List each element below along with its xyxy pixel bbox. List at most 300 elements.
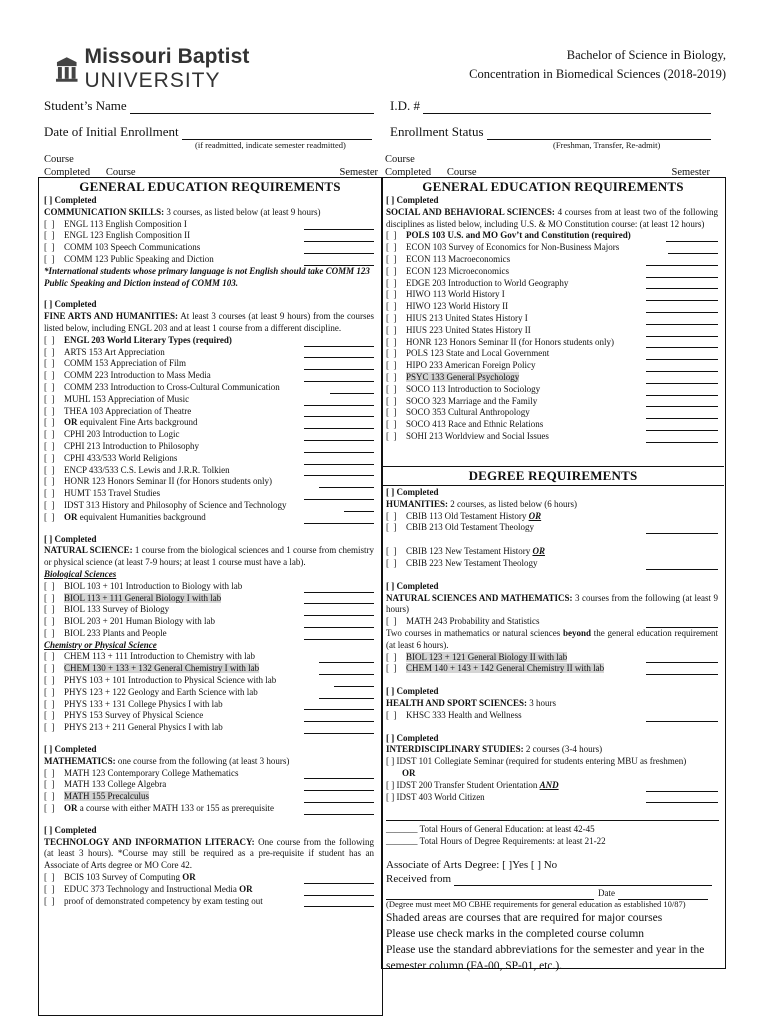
course-row (44, 394, 374, 406)
math-completed-checkbox[interactable]: [ ] Completed (44, 744, 97, 755)
semester-blank[interactable] (319, 653, 374, 663)
inter-heading: INTERDISCIPLINARY STUDIES: (386, 744, 524, 755)
course-row (44, 429, 374, 441)
logo-name-light: UNIVERSITY (84, 69, 221, 92)
semester-blank[interactable] (646, 409, 718, 419)
semester-blank[interactable] (646, 327, 718, 337)
checkbox[interactable]: [ ] (44, 242, 55, 253)
health-desc: 3 hours (526, 697, 556, 708)
left-column-headers (44, 153, 378, 179)
semester-blank[interactable] (646, 618, 718, 628)
semester-blank[interactable] (304, 396, 374, 406)
course-row (44, 441, 374, 453)
semester-blank[interactable] (666, 232, 718, 242)
semester-blank[interactable] (646, 524, 718, 534)
course-row (386, 616, 718, 628)
course-row (44, 488, 374, 500)
or-label: OR (64, 511, 78, 522)
natsci-desc: 1 course from the biological sciences and 1 course from chemistry or physical science (at least 7-9 hours; at least 1 course must have a lab). (44, 545, 374, 568)
tech-desc: One course from the following (at least 3 hours). *Course may still be required as a pre-requisite if student has an Associate of Arts degree or MO Core 42. (44, 836, 374, 871)
course-row (386, 419, 718, 431)
course-name: HIWO 113 World History I (406, 289, 505, 300)
course-row (386, 396, 718, 408)
course-row (386, 348, 718, 360)
course-row (44, 370, 374, 382)
semester-blank[interactable] (646, 315, 718, 325)
checkbox[interactable]: [ ] (44, 779, 55, 790)
humanities-completed-checkbox[interactable]: [ ] Completed (386, 487, 439, 497)
semester-blank[interactable] (646, 303, 718, 313)
course-name: ENGL 113 English Composition I (64, 218, 187, 229)
comm-completed-checkbox[interactable]: [ ] Completed (44, 195, 97, 205)
course-name: BIOL 203 + 201 Human Biology with lab (64, 616, 215, 627)
checkbox[interactable]: [ ] (44, 464, 55, 475)
or-label: OR (239, 883, 253, 894)
semester-blank[interactable] (304, 348, 374, 358)
course-name: SOCO 413 Race and Ethnic Relations (406, 419, 544, 430)
course-name: proof of demonstrated competency by exam testing out (64, 895, 263, 906)
semester-blank[interactable] (646, 421, 718, 431)
checkbox[interactable]: [ ] (386, 419, 397, 430)
course-row (44, 687, 374, 699)
semester-blank[interactable] (646, 268, 718, 278)
semester-blank[interactable] (334, 677, 374, 687)
course-row (44, 651, 374, 663)
course-name: PHYS 103 + 101 Introduction to Physical Science with lab (64, 675, 277, 686)
note-abbreviations: Please use the standard abbreviations for the semester and year in the semester column (FA-00, SP-01, etc.). (386, 944, 705, 972)
course-name: HIWO 123 World History II (406, 301, 509, 312)
course-row (386, 337, 718, 349)
course-name: EDGE 203 Introduction to World Geography (406, 277, 569, 288)
course-name-required: CHEM 140 + 143 + 142 General Chemistry II with lab (406, 663, 605, 674)
checkbox[interactable]: [ ] (386, 360, 397, 371)
course-name: THEA 103 Appreciation of Theatre (64, 405, 192, 416)
semester-blank[interactable] (304, 769, 374, 779)
course-row (386, 652, 718, 664)
checkbox[interactable]: [ ] (44, 405, 55, 416)
course-row (386, 792, 718, 804)
semester-blank[interactable] (304, 455, 374, 465)
note-shaded: Shaded areas are courses that are required for major courses (386, 912, 663, 924)
course-row (44, 803, 374, 815)
semester-blank[interactable] (330, 384, 374, 394)
student-name-label: Student’s Name (44, 98, 127, 113)
semester-blank[interactable] (304, 793, 374, 803)
course-name: ECON 123 Microeconomics (406, 265, 509, 276)
course-name: HUMT 153 Travel Studies (64, 488, 161, 499)
checkbox[interactable]: [ ] (44, 767, 55, 778)
semester-blank[interactable] (304, 466, 374, 476)
course-name: IDST 313 History and Philosophy of Science and Technology (64, 499, 287, 510)
semester-blank[interactable] (319, 689, 374, 699)
checkbox[interactable]: [ ] (386, 407, 397, 418)
social-heading: SOCIAL AND BEHAVIORAL SCIENCES: (386, 206, 555, 217)
student-name-input[interactable] (130, 101, 374, 114)
course-row (44, 476, 374, 488)
checkbox[interactable]: [ ] (386, 663, 397, 674)
semester-blank[interactable] (304, 700, 374, 710)
semester-blank[interactable] (668, 244, 718, 254)
checkbox[interactable]: [ ] (44, 651, 55, 662)
semester-blank[interactable] (304, 220, 374, 230)
id-label: I.D. # (390, 98, 420, 113)
social-completed-checkbox[interactable]: [ ] Completed (386, 195, 439, 205)
semester-blank[interactable] (646, 350, 718, 360)
course-row (386, 325, 718, 337)
checkbox[interactable]: [ ] (44, 334, 55, 345)
natsci-heading: NATURAL SCIENCE: (44, 545, 133, 556)
semester-blank[interactable] (304, 490, 374, 500)
semester-blank[interactable] (646, 386, 718, 396)
comm-desc: 3 courses, as listed below (at least 9 hours) (164, 206, 321, 217)
col-semester-label: Semester (339, 167, 378, 178)
natsci-completed-checkbox[interactable]: [ ] Completed (44, 533, 97, 544)
checkbox[interactable]: [ ] (44, 218, 55, 229)
id-input[interactable] (423, 101, 711, 114)
cbhe-note: (Degree must meet MO CBHE requirements for general education as established 10/87) (386, 899, 686, 909)
checkbox[interactable]: [ ] (386, 383, 397, 394)
checkbox[interactable]: [ ] (44, 429, 55, 440)
col-course-label: Course (44, 154, 74, 165)
course-name: MATH 243 Probability and Statistics (406, 616, 540, 627)
semester-blank[interactable] (646, 665, 718, 675)
semester-blank[interactable] (304, 874, 374, 884)
semester-blank[interactable] (646, 338, 718, 348)
semester-blank[interactable] (304, 337, 374, 347)
semester-blank[interactable] (304, 372, 374, 382)
course-row (44, 791, 374, 803)
checkbox[interactable]: [ ] (44, 452, 55, 463)
semester-blank[interactable] (304, 419, 374, 429)
semester-blank[interactable] (646, 374, 718, 384)
checkbox[interactable]: [ ] (44, 616, 55, 627)
semester-blank[interactable] (304, 781, 374, 791)
or-label: OR (64, 417, 78, 428)
nsm-beyond: beyond (563, 627, 592, 638)
course-row (44, 465, 374, 477)
checkbox[interactable]: [ ] (44, 499, 55, 510)
semester-blank[interactable] (304, 232, 374, 242)
course-row (44, 884, 374, 896)
course-name: MATH 123 Contemporary College Mathematics (64, 767, 239, 778)
course-name: CPHI 213 Introduction to Philosophy (64, 440, 200, 451)
logo-name-bold: Missouri Baptist (84, 45, 250, 68)
left-column (44, 195, 374, 907)
received-from-input[interactable] (454, 875, 712, 886)
semester-blank[interactable] (304, 606, 374, 616)
semester-blank[interactable] (304, 244, 374, 254)
course-name: CPHI 433/533 World Religions (64, 452, 178, 463)
semester-blank[interactable] (646, 256, 718, 266)
checkbox[interactable]: [ ] (386, 265, 397, 276)
checkbox[interactable]: [ ] (386, 522, 397, 533)
course-row (386, 372, 718, 384)
course-name: equivalent Fine Arts background (79, 417, 198, 428)
course-row (386, 313, 718, 325)
course-name: a course with either MATH 133 or 155 as prerequisite (79, 803, 274, 814)
course-name: CPHI 203 Introduction to Logic (64, 429, 180, 440)
enrollment-status-input[interactable] (487, 127, 711, 140)
course-row (386, 407, 718, 419)
chem-subheading: Chemistry or Physical Science (44, 639, 157, 650)
checkbox[interactable]: [ ] (44, 417, 55, 428)
semester-blank[interactable] (646, 793, 718, 803)
checkbox[interactable]: [ ] (386, 616, 397, 627)
checkbox[interactable]: [ ] (44, 253, 55, 264)
checkbox[interactable]: [ ] (386, 301, 397, 312)
course-row (44, 254, 374, 266)
checkbox[interactable]: [ ] (386, 324, 397, 335)
semester-blank[interactable] (646, 291, 718, 301)
checkbox[interactable]: [ ] (386, 371, 397, 382)
course-name: PHYS 133 + 131 College Physics I with lab (64, 698, 223, 709)
course-name: EDUC 373 Technology and Instructional Media (64, 883, 237, 894)
course-name: CBIB 223 New Testament Theology (406, 557, 538, 568)
humanities-desc: 2 courses, as listed below (6 hours) (448, 498, 577, 509)
semester-blank[interactable] (304, 583, 374, 593)
checkbox[interactable]: [ ] (44, 895, 55, 906)
semester-blank[interactable] (646, 279, 718, 289)
semester-blank[interactable] (319, 478, 374, 488)
checkbox[interactable]: [ ] (44, 230, 55, 241)
degree-total[interactable]: _______ Total Hours of Degree Requirements: at least 21-22 (386, 835, 606, 846)
course-name: ENCP 433/533 C.S. Lewis and J.R.R. Tolkien (64, 464, 230, 475)
semester-blank[interactable] (646, 560, 718, 570)
semester-blank[interactable] (646, 433, 718, 443)
date-label: Date (598, 888, 615, 898)
tech-heading: TECHNOLOGY AND INFORMATION LITERACY: (44, 836, 255, 847)
semester-blank[interactable] (646, 653, 718, 663)
program-title (469, 46, 726, 84)
checkbox[interactable]: [ ] (44, 358, 55, 369)
checkbox[interactable]: [ ] (386, 510, 397, 521)
semester-blank[interactable] (304, 431, 374, 441)
checkbox[interactable]: [ ] (386, 546, 397, 557)
program-line-2: Concentration in Biomedical Sciences (2018-2019) (469, 67, 726, 81)
course-name: SOCO 353 Cultural Anthropology (406, 407, 530, 418)
semester-blank[interactable] (304, 897, 374, 907)
course-row (386, 254, 718, 266)
semester-blank[interactable] (344, 502, 374, 512)
checkbox[interactable]: [ ] (386, 312, 397, 323)
associate-section (386, 858, 718, 900)
checkbox[interactable]: [ ] (44, 663, 55, 674)
nsm-heading: NATURAL SCIENCES AND MATHEMATICS: (386, 592, 573, 603)
semester-blank[interactable] (304, 618, 374, 628)
checkbox[interactable]: [ ] (386, 395, 397, 406)
checkbox[interactable]: [ ] (386, 336, 397, 347)
course-row (44, 382, 374, 394)
checkbox[interactable]: [ ] (44, 346, 55, 357)
received-from-label: Received from (386, 873, 452, 885)
degree-section-title: DEGREE REQUIREMENTS (468, 468, 638, 483)
course-name: SOCO 323 Marriage and the Family (406, 395, 538, 406)
degree-column (386, 487, 718, 803)
course-row (44, 417, 374, 429)
course-name: MATH 133 College Algebra (64, 779, 167, 790)
health-heading: HEALTH AND SPORT SCIENCES: (386, 697, 527, 708)
course-name: ECON 103 Survey of Economics for Non-Business Majors (406, 242, 620, 253)
col-completed-label: Completed (44, 167, 91, 178)
course-name-required: CHEM 130 + 133 + 132 General Chemistry I with lab (64, 663, 260, 674)
course-row (44, 347, 374, 359)
notes (386, 910, 720, 974)
course-name: COMM 123 Public Speaking and Diction (64, 253, 214, 264)
enrollment-date-input[interactable] (182, 127, 372, 140)
checkbox[interactable]: [ ] (44, 803, 55, 814)
course-name: HIUS 213 United States History I (406, 312, 528, 323)
enrollment-status-note: (Freshman, Transfer, Re-admit) (553, 140, 661, 150)
course-row (44, 500, 374, 512)
checkbox[interactable]: [ ] (386, 651, 397, 662)
checkbox[interactable]: [ ] (386, 709, 397, 720)
semester-blank[interactable] (646, 712, 718, 722)
fine-desc: At least 3 courses (at least 9 hours) from the courses listed below, including ENGL 203 and at least 1 course from a different discipline. (44, 311, 374, 333)
totals (386, 824, 718, 848)
inter-course-3[interactable]: [ ] IDST 403 World Citizen (386, 791, 485, 802)
semester-blank[interactable] (304, 724, 374, 734)
semester-blank[interactable] (304, 712, 374, 722)
course-name: CBIB 123 New Testament History (406, 546, 531, 557)
semester-blank[interactable] (646, 362, 718, 372)
semester-blank[interactable] (304, 594, 374, 604)
university-logo (55, 45, 385, 92)
fine-completed-checkbox[interactable]: [ ] Completed (44, 299, 97, 310)
inter-course-1[interactable]: [ ] IDST 101 Collegiate Seminar (required for students entering MBU as freshmen) (386, 756, 687, 767)
course-name: PHYS 153 Survey of Physical Science (64, 710, 204, 721)
checkbox[interactable]: [ ] (44, 686, 55, 697)
checkbox[interactable]: [ ] (44, 675, 55, 686)
course-row (44, 512, 374, 524)
course-row (44, 779, 374, 791)
nsm-desc: 3 courses from the following (at least 9 hours) (386, 592, 718, 615)
inter-completed-checkbox[interactable]: [ ] Completed (386, 732, 439, 743)
semester-blank[interactable] (304, 256, 374, 266)
and-label: AND (539, 779, 559, 790)
course-name-required: MATH 155 Precalculus (64, 791, 149, 802)
course-name-required: PSYC 133 General Psychology (406, 371, 520, 382)
course-row (386, 546, 718, 558)
course-row (44, 722, 374, 734)
health-completed-checkbox[interactable]: [ ] Completed (386, 686, 439, 697)
checkbox[interactable]: [ ] (44, 393, 55, 404)
checkbox[interactable]: [ ] (386, 253, 397, 264)
course-name: HIUS 223 United States History II (406, 324, 531, 335)
or-label: OR (532, 546, 545, 557)
course-row (44, 663, 374, 675)
enrollment-date-label: Date of Initial Enrollment (44, 124, 179, 139)
checkbox[interactable]: [ ] (44, 370, 55, 381)
semester-blank[interactable] (304, 443, 374, 453)
nsm-completed-checkbox[interactable]: [ ] Completed (386, 580, 439, 591)
or-label: OR (182, 872, 196, 883)
checkbox[interactable]: [ ] (44, 440, 55, 451)
course-name-required: BIOL 123 + 121 General Biology II with lab (406, 651, 568, 662)
semester-blank[interactable] (304, 805, 374, 815)
semester-blank[interactable] (304, 514, 374, 524)
course-name: ENGL 123 English Composition II (64, 230, 191, 241)
inter-course-2[interactable]: [ ] IDST 200 Transfer Student Orientation (386, 779, 540, 790)
checkbox[interactable]: [ ] (44, 698, 55, 709)
bio-subheading: Biological Sciences (44, 568, 117, 579)
course-row (44, 872, 374, 884)
checkbox[interactable]: [ ] (44, 722, 55, 733)
semester-blank[interactable] (304, 407, 374, 417)
semester-blank[interactable] (304, 360, 374, 370)
course-name: PHYS 123 + 122 Geology and Earth Science with lab (64, 686, 258, 697)
course-row (44, 358, 374, 370)
enrollment-date-note: (if readmitted, indicate semester readmitted) (195, 140, 346, 150)
course-name: BIOL 233 Plants and People (64, 627, 167, 638)
course-name: BCIS 103 Survey of Computing (64, 872, 181, 883)
course-row (386, 301, 718, 313)
left-section-title: GENERAL EDUCATION REQUIREMENTS (79, 179, 341, 194)
semester-blank[interactable] (304, 886, 374, 896)
checkbox[interactable]: [ ] (44, 883, 55, 894)
semester-blank[interactable] (646, 397, 718, 407)
checkbox[interactable]: [ ] (44, 381, 55, 392)
university-seal-icon (55, 56, 79, 82)
col-completed-label-right: Completed (385, 167, 432, 178)
checkbox[interactable]: [ ] (44, 604, 55, 615)
enrollment-status-field (390, 124, 711, 140)
math-desc: one course from the following (at least 3 hours) (115, 755, 290, 766)
checkbox[interactable]: [ ] (44, 592, 55, 603)
semester-blank[interactable] (304, 630, 374, 640)
checkbox[interactable]: [ ] (44, 476, 55, 487)
checkbox[interactable]: [ ] (44, 791, 55, 802)
right-column (386, 195, 718, 443)
checkbox[interactable]: [ ] (44, 580, 55, 591)
course-row (386, 289, 718, 301)
checkbox[interactable]: [ ] (44, 710, 55, 721)
checkbox[interactable]: [ ] (386, 557, 397, 568)
course-row (386, 242, 718, 254)
totals-rule (386, 820, 719, 821)
nsm-text-2: the general education requirement (at least 6 hours). (386, 627, 718, 650)
checkbox[interactable]: [ ] (44, 511, 55, 522)
associate-degree[interactable]: Associate of Arts Degree: [ ]Yes [ ] No (386, 859, 558, 871)
semester-blank[interactable] (319, 665, 374, 675)
course-name: CBIB 213 Old Testament Theology (406, 522, 535, 533)
comm-heading: COMMUNICATION SKILLS: (44, 206, 165, 217)
gen-ed-total[interactable]: _______ Total Hours of General Education: at least 42-45 (386, 824, 595, 834)
checkbox[interactable]: [ ] (386, 230, 397, 241)
checkbox[interactable]: [ ] (44, 488, 55, 499)
course-name-required: BIOL 113 + 111 General Biology I with lab (64, 592, 222, 603)
course-row (386, 384, 718, 396)
course-row (386, 431, 718, 443)
checkbox[interactable]: [ ] (44, 872, 55, 883)
semester-blank[interactable] (646, 782, 718, 792)
course-row (386, 558, 718, 570)
checkbox[interactable]: [ ] (386, 348, 397, 359)
id-field (390, 98, 711, 114)
enrollment-date-field (44, 124, 372, 140)
checkbox[interactable]: [ ] (44, 627, 55, 638)
checkbox[interactable]: [ ] (386, 430, 397, 441)
course-row (44, 604, 374, 616)
enrollment-status-label: Enrollment Status (390, 124, 484, 139)
checkbox[interactable]: [ ] (386, 242, 397, 253)
course-name: ARTS 153 Art Appreciation (64, 346, 165, 357)
tech-completed-checkbox[interactable]: [ ] Completed (44, 824, 97, 835)
col-course2-label: Course (105, 167, 136, 178)
right-column-headers (385, 153, 710, 179)
checkbox[interactable]: [ ] (386, 277, 397, 288)
course-name: COMM 103 Speech Communications (64, 242, 201, 253)
checkbox[interactable]: [ ] (386, 289, 397, 300)
